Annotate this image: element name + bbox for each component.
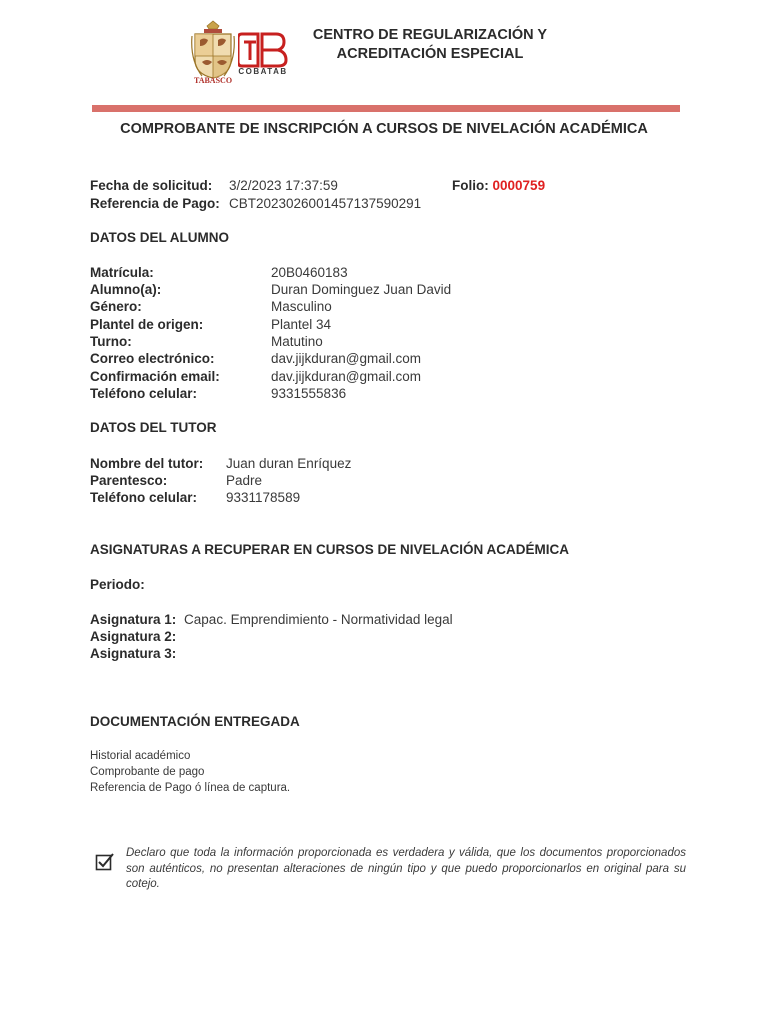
student-field-value: dav.jijkduran@gmail.com <box>271 351 422 366</box>
student-field-value: 20B0460183 <box>271 265 348 280</box>
request-date-label: Fecha de solicitud: <box>90 178 213 193</box>
declaration-text: Declaro que toda la información proporcionada es verdadera y válida, que los documentos proporcionados son auténticos, no presentan alteraciones de ningún tipo y que puedo proporcionarlos en original para su cotejo. <box>126 847 686 890</box>
document-title: COMPROBANTE DE INSCRIPCIÓN A CURSOS DE NIVELACIÓN ACADÉMICA <box>120 121 648 137</box>
tutor-field-value: Padre <box>226 473 263 488</box>
student-field-value: 9331555836 <box>271 386 347 401</box>
student-field-value: Plantel 34 <box>271 317 332 332</box>
student-field-value: Masculino <box>271 299 332 314</box>
payment-reference-label: Referencia de Pago: <box>90 196 220 211</box>
tutor-field-value: 9331178589 <box>226 490 301 505</box>
student-field-label: Turno: <box>90 334 132 349</box>
folio-number: 0000759 <box>492 178 546 193</box>
tutor-field-label: Parentesco: <box>90 473 168 488</box>
student-field-label: Matrícula: <box>90 265 154 280</box>
documentation-item: Comprobante de pago <box>90 766 205 778</box>
student-field-label: Género: <box>90 299 142 314</box>
student-field-label: Correo electrónico: <box>90 351 215 366</box>
request-date-value: 3/2/2023 17:37:59 <box>229 178 338 193</box>
period-label: Periodo: <box>90 577 145 592</box>
cobatab-logo <box>238 30 288 78</box>
documentation-item: Referencia de Pago ó línea de captura. <box>90 782 291 794</box>
subject-item <box>90 645 176 662</box>
student-field-label: Teléfono celular: <box>90 386 198 401</box>
subject-label: Asignatura 1: <box>90 612 177 627</box>
student-field-value: dav.jijkduran@gmail.com <box>271 369 422 384</box>
tutor-field-label: Teléfono celular: <box>90 490 198 505</box>
institution-title-line1: CENTRO DE REGULARIZACIÓN Y <box>312 27 548 43</box>
institution-title-line2: ACREDITACIÓN ESPECIAL <box>336 46 524 62</box>
subject-label: Asignatura 2: <box>90 629 177 644</box>
payment-reference-value: CBT2023026001457137590291 <box>229 196 422 211</box>
student-field-value: Matutino <box>271 334 323 349</box>
student-field-label: Plantel de origen: <box>90 317 204 332</box>
student-field-value: Duran Dominguez Juan David <box>271 282 452 297</box>
folio-label: Folio: <box>452 178 489 193</box>
student-field-label: Confirmación email: <box>90 369 220 384</box>
cobatab-logo-text: COBATAB <box>238 67 288 76</box>
declaration-checkbox-icon[interactable] <box>95 852 115 872</box>
tutor-field-value: Juan duran Enríquez <box>226 456 352 471</box>
folio <box>452 177 545 194</box>
student-section-title: DATOS DEL ALUMNO <box>90 230 230 245</box>
subject-item <box>90 628 176 645</box>
tabasco-logo <box>190 20 236 86</box>
header-divider <box>92 105 680 112</box>
documentation-item: Historial académico <box>90 750 191 762</box>
student-field-label: Alumno(a): <box>90 282 162 297</box>
subjects-section-title: ASIGNATURAS A RECUPERAR EN CURSOS DE NIVELACIÓN ACADÉMICA <box>90 542 570 557</box>
subject-label: Asignatura 3: <box>90 646 177 661</box>
subject-value: Capac. Emprendimiento - Normatividad legal <box>184 612 453 627</box>
institution-title <box>290 26 570 64</box>
tutor-section-title: DATOS DEL TUTOR <box>90 420 217 435</box>
documentation-section-title: DOCUMENTACIÓN ENTREGADA <box>90 714 300 729</box>
tutor-field-label: Nombre del tutor: <box>90 456 204 471</box>
tabasco-logo-text: TABASCO <box>193 76 233 85</box>
subject-item <box>90 611 453 628</box>
